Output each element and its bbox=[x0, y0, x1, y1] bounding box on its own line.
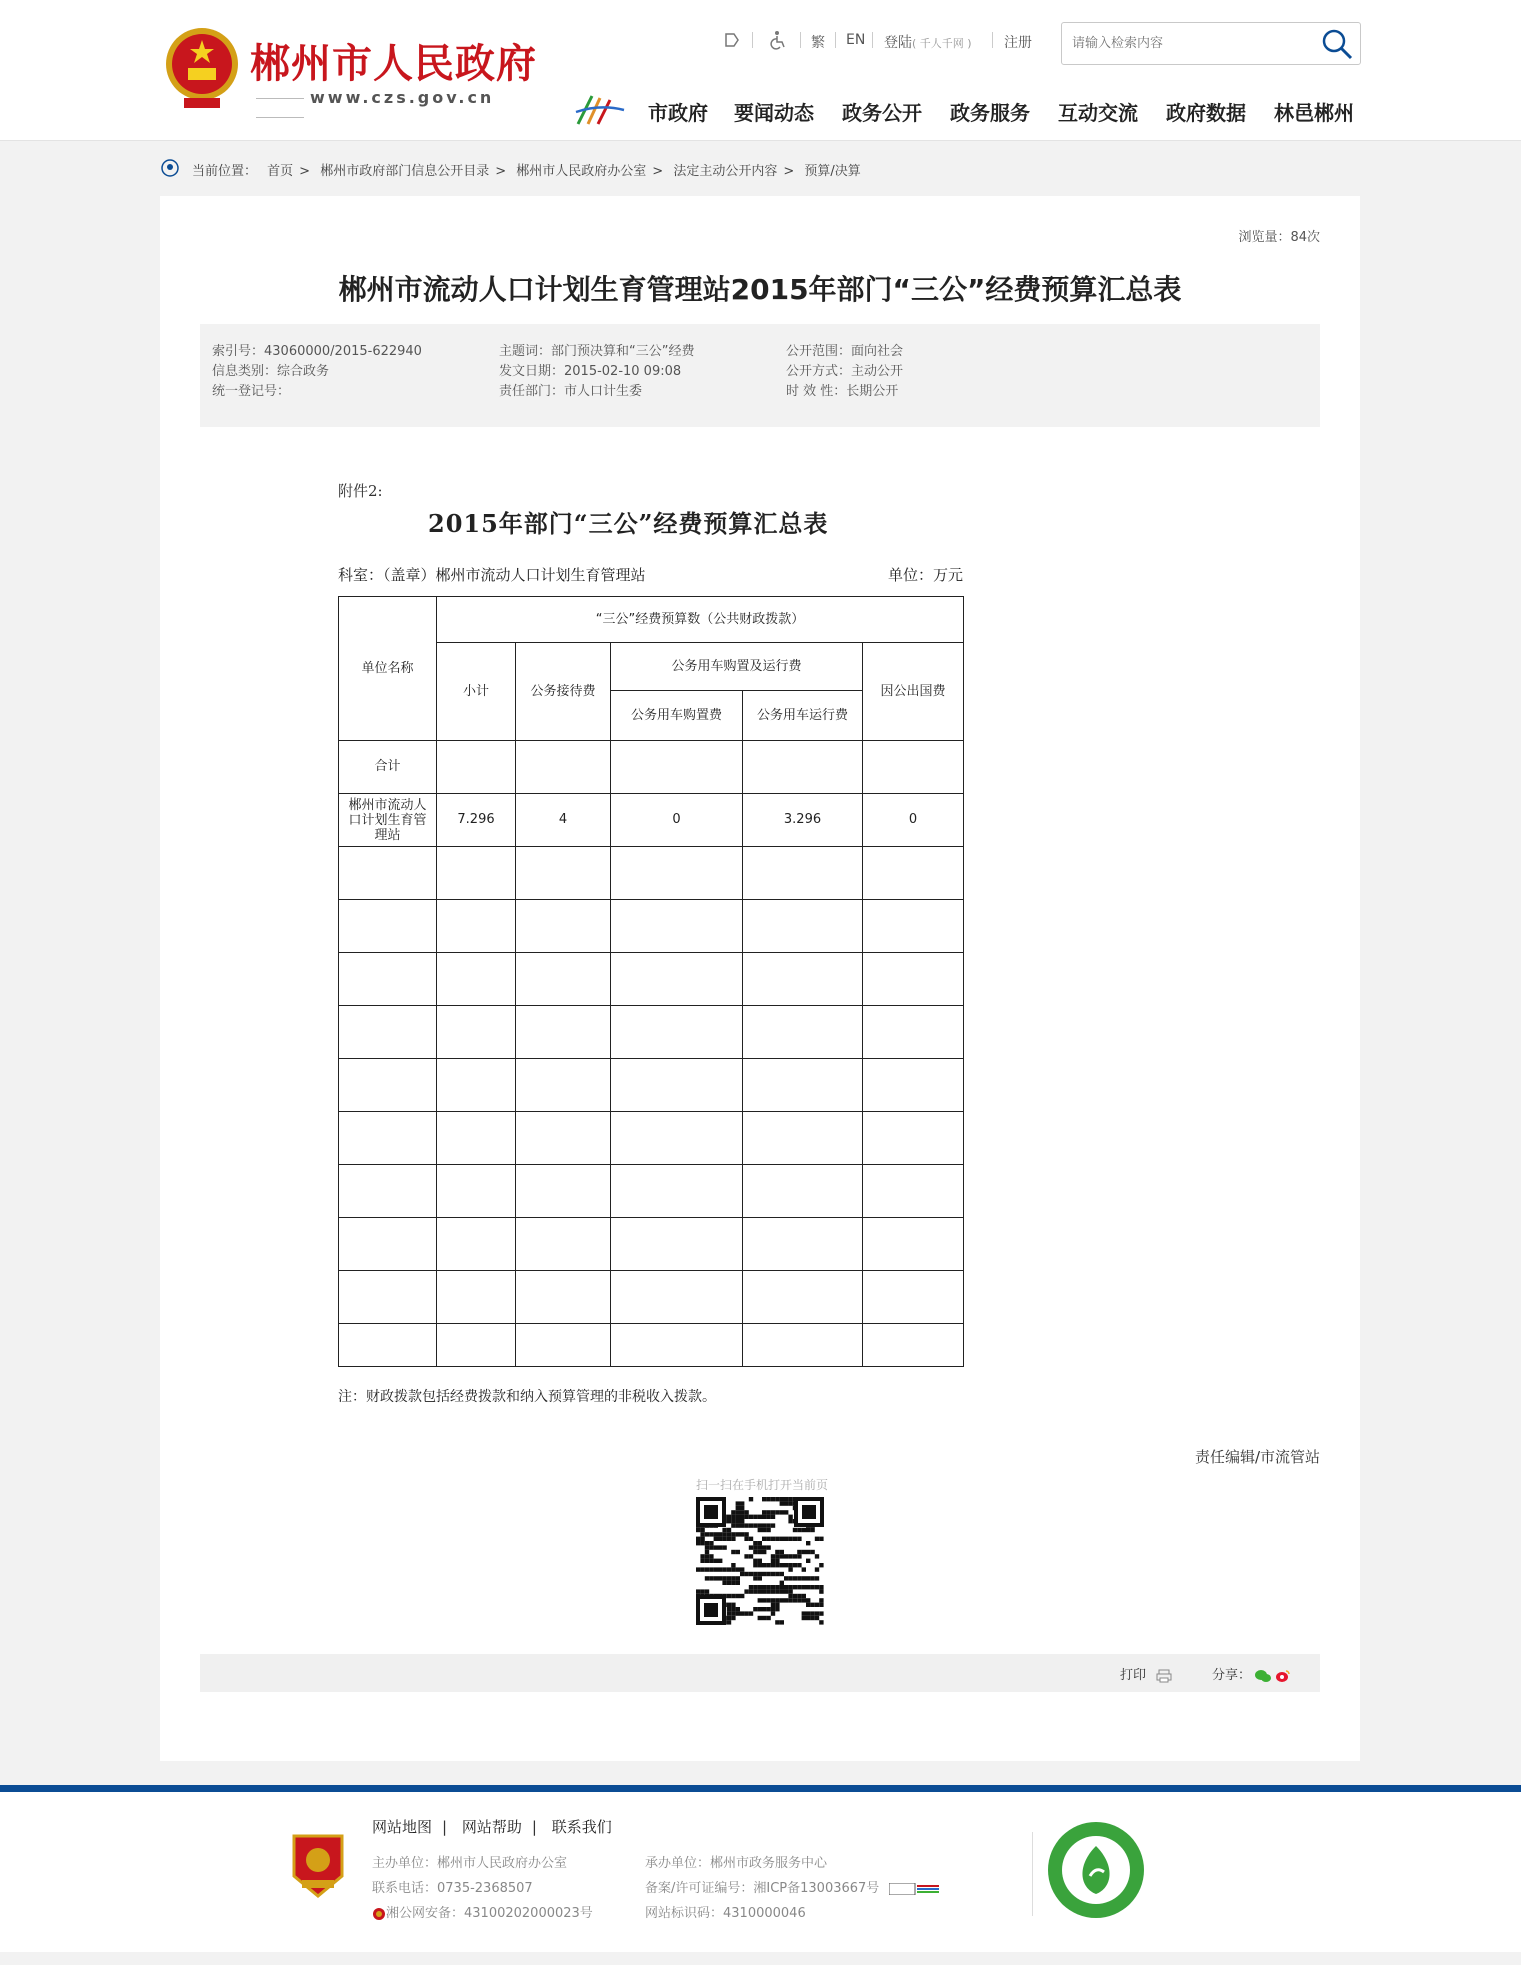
footer-undertaker: 承办单位：郴州市政务服务中心 bbox=[645, 1856, 828, 1871]
header-subtotal: 小计 bbox=[437, 643, 516, 741]
header-vehicle-operation: 公务用车运行费 bbox=[743, 691, 863, 741]
row-unit-name: 郴州市流动人口计划生育管理站 bbox=[339, 794, 437, 847]
nav-item-interaction[interactable]: 互动交流 bbox=[1058, 101, 1138, 125]
breadcrumb-statutory-content[interactable]: 法定主动公开内容 bbox=[673, 164, 778, 179]
register-link[interactable]: 注册 bbox=[1004, 35, 1032, 51]
header-overseas: 因公出国费 bbox=[863, 643, 964, 741]
accessibility-voice-icon[interactable] bbox=[722, 30, 742, 54]
icp-badge-icon bbox=[889, 1883, 939, 1895]
document-unit: 单位：万元 bbox=[888, 566, 964, 584]
row-overseas: 0 bbox=[863, 794, 964, 847]
meta-method: 公开方式：主动公开 bbox=[786, 364, 904, 379]
header-group: “三公”经费预算数（公共财政拨款） bbox=[437, 597, 964, 643]
breadcrumb-home[interactable]: 首页 bbox=[267, 164, 294, 179]
printer-icon[interactable] bbox=[1156, 1669, 1172, 1683]
meta-index-no: 索引号：43060000/2015-622940 bbox=[212, 344, 422, 359]
footer-links: 网站地图 | 网站帮助 | 联系我们 bbox=[372, 1818, 612, 1836]
empty-table-row bbox=[339, 1165, 964, 1218]
row-vehicle-purchase: 0 bbox=[611, 794, 743, 847]
qr-code-icon bbox=[693, 1494, 827, 1628]
linyi-chenzhou-logo-icon bbox=[574, 90, 626, 130]
login-link[interactable] bbox=[884, 32, 972, 52]
civilized-website-badge-icon[interactable] bbox=[1046, 1820, 1146, 1920]
english-link[interactable]: EN bbox=[846, 32, 866, 48]
footer-phone: 联系电话：0735-2368507 bbox=[372, 1881, 533, 1896]
location-pin-icon bbox=[160, 158, 180, 178]
footer-icp-text[interactable]: 备案/许可证编号：湘ICP备13003667号 bbox=[645, 1881, 880, 1896]
search-input[interactable] bbox=[1062, 23, 1312, 64]
meta-dept: 责任部门：市人口计生委 bbox=[499, 384, 643, 399]
annex-label: 附件2: bbox=[338, 482, 383, 500]
meta-subject: 主题词：部门预决算和“三公”经费 bbox=[499, 344, 695, 359]
nav-item-linyi-chenzhou[interactable]: 林邑郴州 bbox=[1274, 101, 1354, 125]
row-vehicle-operation: 3.296 bbox=[743, 794, 863, 847]
traditional-chinese-link[interactable]: 繁 bbox=[811, 35, 825, 51]
header-vehicle-purchase: 公务用车购置费 bbox=[611, 691, 743, 741]
site-name[interactable]: 郴州市人民政府 bbox=[250, 41, 537, 87]
search-icon[interactable] bbox=[1320, 27, 1354, 61]
share-label: 分享： bbox=[1212, 1668, 1252, 1683]
total-label: 合计 bbox=[339, 741, 437, 794]
empty-table-row bbox=[339, 1218, 964, 1271]
table-row bbox=[339, 794, 964, 847]
view-count: 浏览量：84次 bbox=[1238, 230, 1320, 245]
breadcrumb-label: 当前位置： bbox=[192, 164, 258, 179]
site-url bbox=[250, 88, 550, 126]
row-reception: 4 bbox=[516, 794, 611, 847]
footer-police-text[interactable]: 湘公网安备：43100202000023号 bbox=[386, 1906, 593, 1921]
footer-link-contact[interactable]: 联系我们 bbox=[551, 1818, 612, 1836]
site-url-text: www.czs.gov.cn bbox=[310, 88, 495, 107]
nav-item-government-data[interactable]: 政府数据 bbox=[1166, 101, 1246, 125]
breadcrumb-separator: > bbox=[783, 164, 795, 179]
footer-link-help[interactable]: 网站帮助 bbox=[461, 1818, 522, 1836]
article-toolbar bbox=[200, 1654, 1320, 1692]
national-emblem-icon[interactable] bbox=[162, 24, 242, 112]
nav-item-government-services[interactable]: 政务服务 bbox=[950, 101, 1030, 125]
article-meta bbox=[200, 324, 1320, 427]
login-note: ( 千人千网 ) bbox=[912, 37, 972, 50]
share-section bbox=[1212, 1664, 1291, 1683]
meta-validity: 时 效 性：长期公开 bbox=[786, 384, 899, 399]
breadcrumb-separator: > bbox=[299, 164, 311, 179]
article-title: 郴州市流动人口计划生育管理站2015年部门“三公”经费预算汇总表 bbox=[338, 273, 1182, 306]
footer-host: 主办单位：郴州市人民政府办公室 bbox=[372, 1856, 568, 1871]
print-button[interactable] bbox=[1120, 1664, 1172, 1683]
breadcrumb-directory[interactable]: 郴州市政府部门信息公开目录 bbox=[320, 164, 490, 179]
nav-item-government-affairs-open[interactable]: 政务公开 bbox=[842, 101, 922, 125]
meta-reg-no: 统一登记号： bbox=[212, 384, 291, 399]
document-title: 2015年部门“三公”经费预算汇总表 bbox=[428, 509, 829, 538]
empty-table-row bbox=[339, 1271, 964, 1324]
responsible-editor: 责任编辑/市流管站 bbox=[1194, 1448, 1320, 1466]
accessibility-icon[interactable] bbox=[768, 30, 786, 54]
login-label[interactable]: 登陆 bbox=[884, 35, 912, 51]
empty-table-row bbox=[339, 900, 964, 953]
header bbox=[0, 0, 1521, 141]
search-box bbox=[1061, 22, 1361, 65]
document-note: 注：财政拨款包括经费拨款和纳入预算管理的非税收入拨款。 bbox=[338, 1389, 716, 1405]
breadcrumb-separator: > bbox=[652, 164, 664, 179]
weibo-icon[interactable] bbox=[1275, 1669, 1291, 1683]
footer-site-id: 网站标识码：4310000046 bbox=[645, 1906, 806, 1921]
meta-category: 信息类别：综合政务 bbox=[212, 364, 330, 379]
wechat-icon[interactable] bbox=[1255, 1669, 1271, 1683]
qr-caption: 扫一扫在手机打开当前页 bbox=[696, 1478, 829, 1492]
footer-link-sitemap[interactable]: 网站地图 bbox=[372, 1818, 433, 1836]
empty-table-row bbox=[339, 1112, 964, 1165]
empty-table-row bbox=[339, 1059, 964, 1112]
footer-police-record[interactable] bbox=[372, 1902, 593, 1921]
footer-icp[interactable] bbox=[645, 1877, 939, 1896]
breadcrumb-separator: > bbox=[495, 164, 507, 179]
document-org: 科室：（盖章）郴州市流动人口计划生育管理站 bbox=[338, 566, 646, 584]
budget-table bbox=[338, 596, 964, 1367]
meta-date: 发文日期：2015-02-10 09:08 bbox=[499, 364, 682, 379]
empty-table-row bbox=[339, 1324, 964, 1367]
header-unit-name: 单位名称 bbox=[339, 597, 437, 741]
header-vehicle-group: 公务用车购置及运行费 bbox=[611, 643, 863, 691]
empty-table-row bbox=[339, 953, 964, 1006]
meta-scope: 公开范围：面向社会 bbox=[786, 344, 904, 359]
empty-table-row bbox=[339, 1006, 964, 1059]
print-label[interactable]: 打印 bbox=[1120, 1668, 1147, 1683]
breadcrumb-budget[interactable]: 预算/决算 bbox=[804, 164, 861, 179]
nav-item-news[interactable]: 要闻动态 bbox=[734, 101, 814, 125]
row-subtotal: 7.296 bbox=[437, 794, 516, 847]
footer bbox=[0, 1785, 1521, 1952]
breadcrumb-office[interactable]: 郴州市人民政府办公室 bbox=[516, 164, 647, 179]
police-badge-icon bbox=[372, 1907, 386, 1921]
nav-item-city-government[interactable]: 市政府 bbox=[648, 101, 708, 125]
party-government-badge-icon[interactable] bbox=[290, 1832, 346, 1900]
header-reception: 公务接待费 bbox=[516, 643, 611, 741]
empty-table-row bbox=[339, 847, 964, 900]
